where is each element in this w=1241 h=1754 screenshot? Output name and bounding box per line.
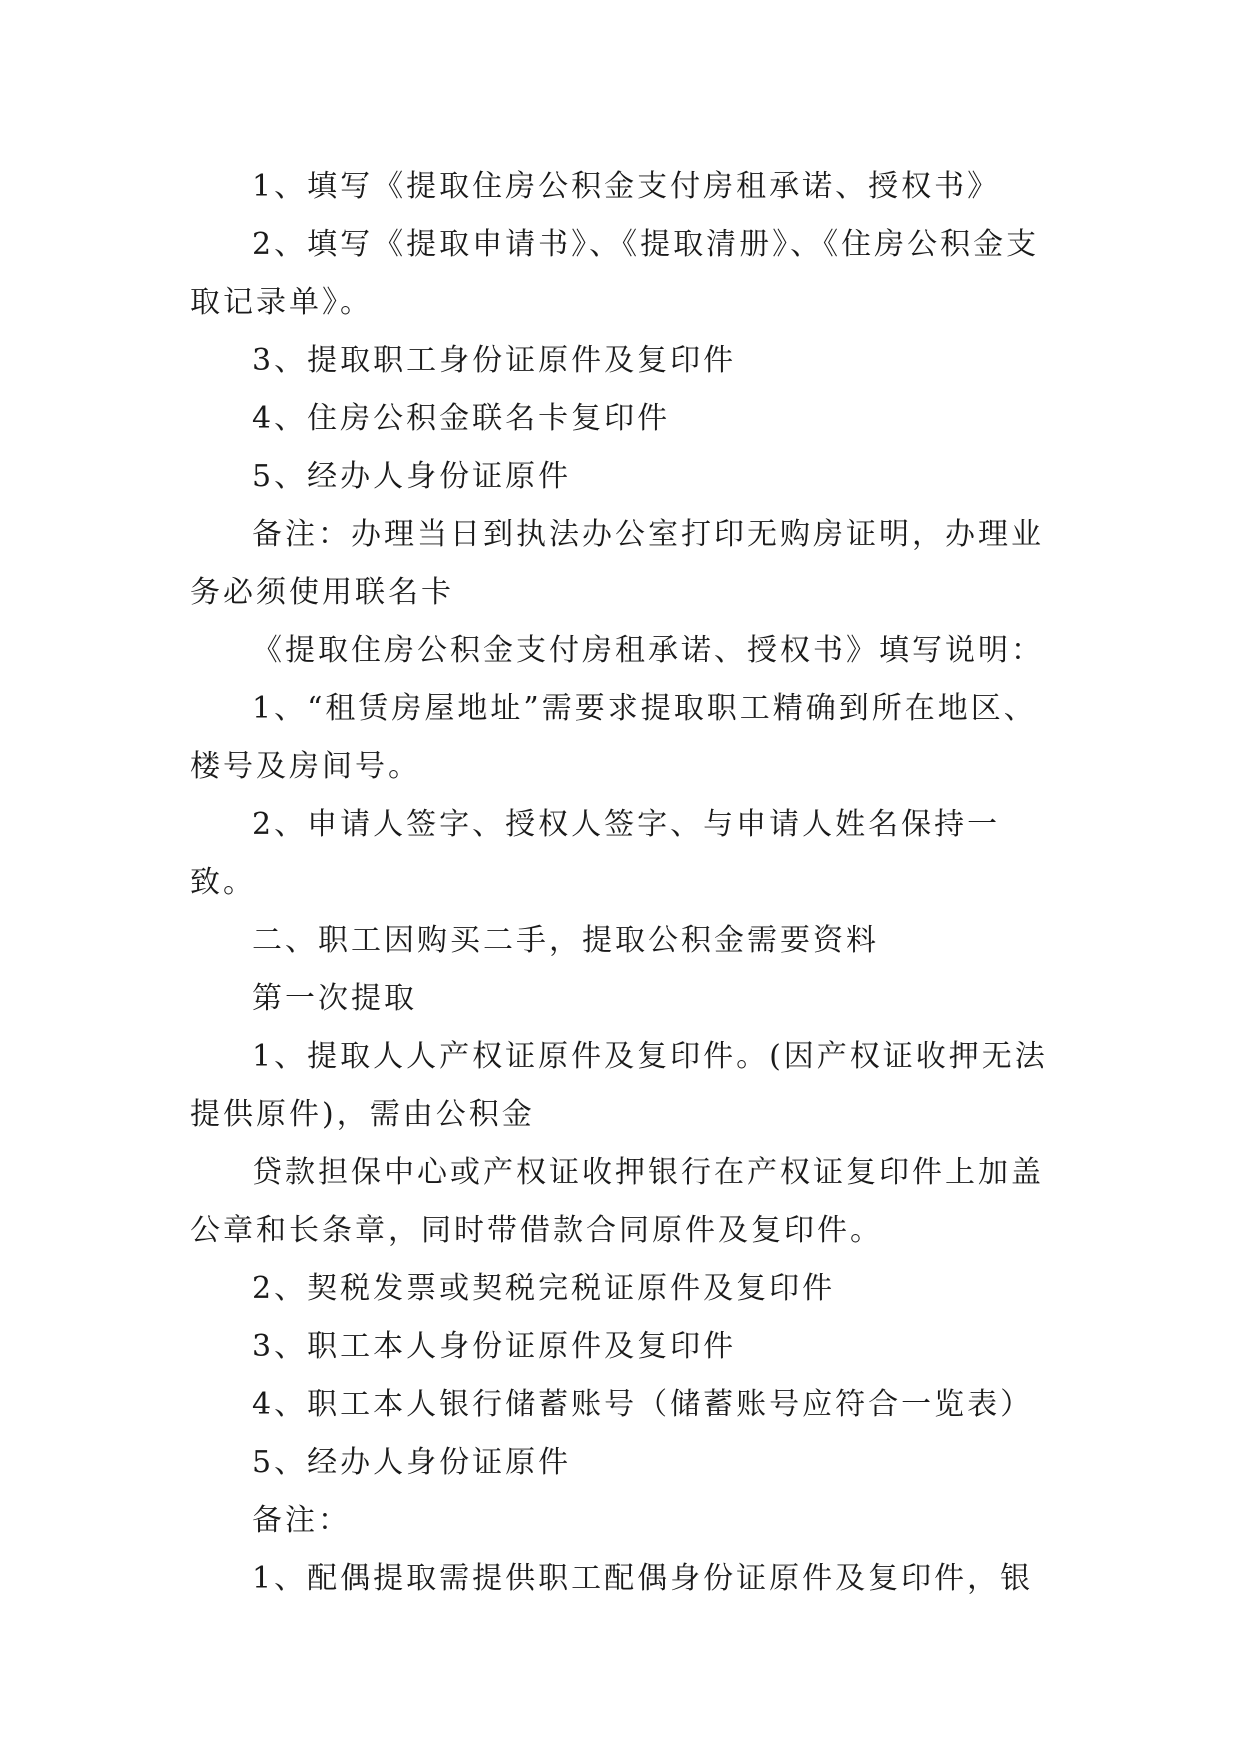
section-heading: 二、职工因购买二手，提取公积金需要资料 — [252, 923, 879, 958]
paragraph-instructions-title: 《提取住房公积金支付房租承诺、授权书》填写说明： — [252, 633, 1044, 668]
paragraph-second-hand-3: 3、职工本人身份证原件及复印件 — [252, 1329, 737, 1364]
subsection-heading: 第一次提取 — [252, 981, 417, 1016]
paragraph-second-hand-2: 2、契税发票或契税完税证原件及复印件 — [252, 1271, 836, 1306]
paragraph-item-3: 3、提取职工身份证原件及复印件 — [252, 343, 737, 378]
paragraph-item-4: 4、住房公积金联名卡复印件 — [252, 401, 671, 436]
paragraph-note-1: 1、配偶提取需提供职工配偶身份证原件及复印件，银 — [252, 1561, 1034, 1596]
paragraph-instruction-2: 2、申请人签字、授权人签字、与申请人姓名保持一致。 — [190, 807, 1001, 900]
paragraph-note: 备注：办理当日到执法办公室打印无购房证明，办理业务必须使用联名卡 — [190, 517, 1044, 610]
paragraph-second-hand-4: 4、职工本人银行储蓄账号（储蓄账号应符合一览表） — [252, 1387, 1034, 1422]
document-body — [190, 158, 1060, 1608]
paragraph-note-label: 备注： — [252, 1503, 351, 1538]
paragraph-item-5: 5、经办人身份证原件 — [252, 459, 572, 494]
paragraph-second-hand-1-continued: 贷款担保中心或产权证收押银行在产权证复印件上加盖公章和长条章，同时带借款合同原件及复印件。 — [190, 1155, 1044, 1248]
paragraph-second-hand-5: 5、经办人身份证原件 — [252, 1445, 572, 1480]
paragraph-item-1: 1、填写《提取住房公积金支付房租承诺、授权书》 — [252, 169, 1001, 204]
paragraph-instruction-1: 1、“租赁房屋地址”需要求提取职工精确到所在地区、楼号及房间号。 — [190, 691, 1037, 784]
paragraph-item-2: 2、填写《提取申请书》、《提取清册》、《住房公积金支取记录单》。 — [190, 227, 1040, 320]
paragraph-second-hand-1: 1、提取人人产权证原件及复印件。(因产权证收押无法提供原件)，需由公积金 — [190, 1039, 1048, 1132]
